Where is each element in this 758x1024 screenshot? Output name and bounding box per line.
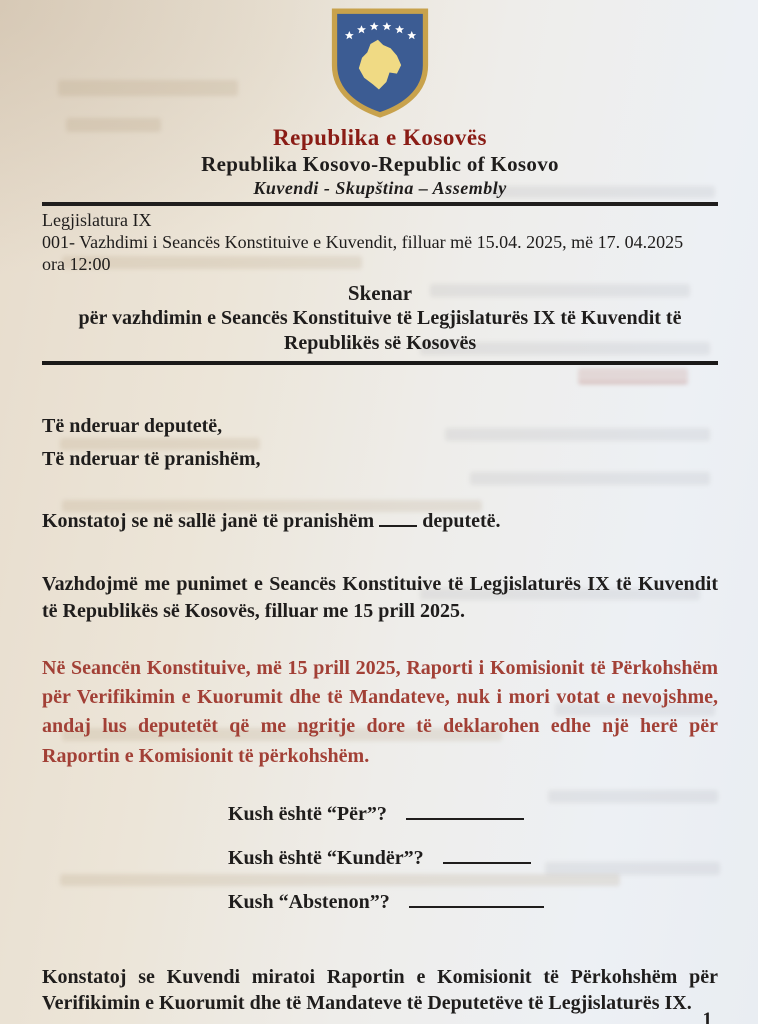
emblem-wrap [42, 0, 718, 123]
salutation-attendees: Të nderuar të pranishëm, [42, 447, 261, 470]
quorum-text-before: Konstatoj se në sallë janë të pranishëm [42, 509, 375, 532]
legislature-label: Legjislatura IX [42, 210, 152, 230]
republic-title-albanian: Republika e Kosovës [273, 125, 487, 150]
vote-label-abstain: Kush “Abstenon”? [228, 890, 390, 913]
quorum-text-after: deputetë. [422, 509, 501, 532]
title-rule [42, 361, 718, 365]
document-title: Skenar [347, 280, 413, 305]
kosovo-coat-of-arms-icon [327, 8, 433, 118]
document-subtitle-line2: Republikës së Kosovës [283, 331, 477, 354]
conclusion-paragraph: Konstatoj se Kuvendi miratoi Raportin e Komisionit të Përkohshëm për Verifikimin e Kuorumit dhe të Mandateve të Deputetëve të Legjislaturës IX. [42, 965, 718, 1014]
page-number: 1 [702, 1009, 712, 1024]
document-title-block [42, 281, 718, 356]
vote-row-against [228, 842, 718, 870]
salutation-deputies: Të nderuar deputetë, [42, 414, 223, 437]
vote-label-against: Kush është “Kundër”? [228, 846, 424, 869]
script-body [42, 415, 718, 1016]
continuation-paragraph: Vazhdojmë me punimet e Seancës Konstituive të Legjislaturës IX të Kuvendit të Republikës së Kosovës, filluar me 15 prill 2025. [42, 572, 718, 622]
vote-blank-abstain [409, 886, 544, 908]
assembly-title: Kuvendi - Skupština – Assembly [253, 178, 507, 198]
vote-label-for: Kush është “Për”? [228, 802, 387, 825]
vote-row-abstain [228, 886, 718, 914]
session-meta [42, 210, 718, 276]
letterhead [42, 0, 718, 199]
vote-row-for [228, 798, 718, 826]
quorum-statement [42, 505, 718, 533]
header-rule [42, 202, 718, 206]
republic-title-multilingual: Republika Kosovo-Republic of Kosovo [201, 152, 559, 176]
vote-blank-against [443, 842, 531, 864]
document-subtitle-line1: për vazhdimin e Seancës Konstituive të Legjislaturës IX të Kuvendit të [78, 306, 682, 329]
vote-blank-for [406, 798, 524, 820]
session-line: 001- Vazhdimi i Seancës Konstituive e Kuvendit, filluar më 15.04. 2025, më 17. 04.2025 [42, 232, 684, 253]
quorum-count-blank [379, 505, 417, 527]
session-time: ora 12:00 [42, 254, 111, 275]
revote-announcement-paragraph: Në Seancën Konstituive, më 15 prill 2025, Raporti i Komisionit të Përkohshëm për Verifikimin e Kuorumit dhe të Mandateve, nuk i mori votat e nevojshme, andaj lus deputetët që me ngritje dore të deklarohen edhe një herë për Raportin e Komisionit të përkohshëm. [42, 657, 718, 767]
vote-questions [228, 798, 718, 914]
